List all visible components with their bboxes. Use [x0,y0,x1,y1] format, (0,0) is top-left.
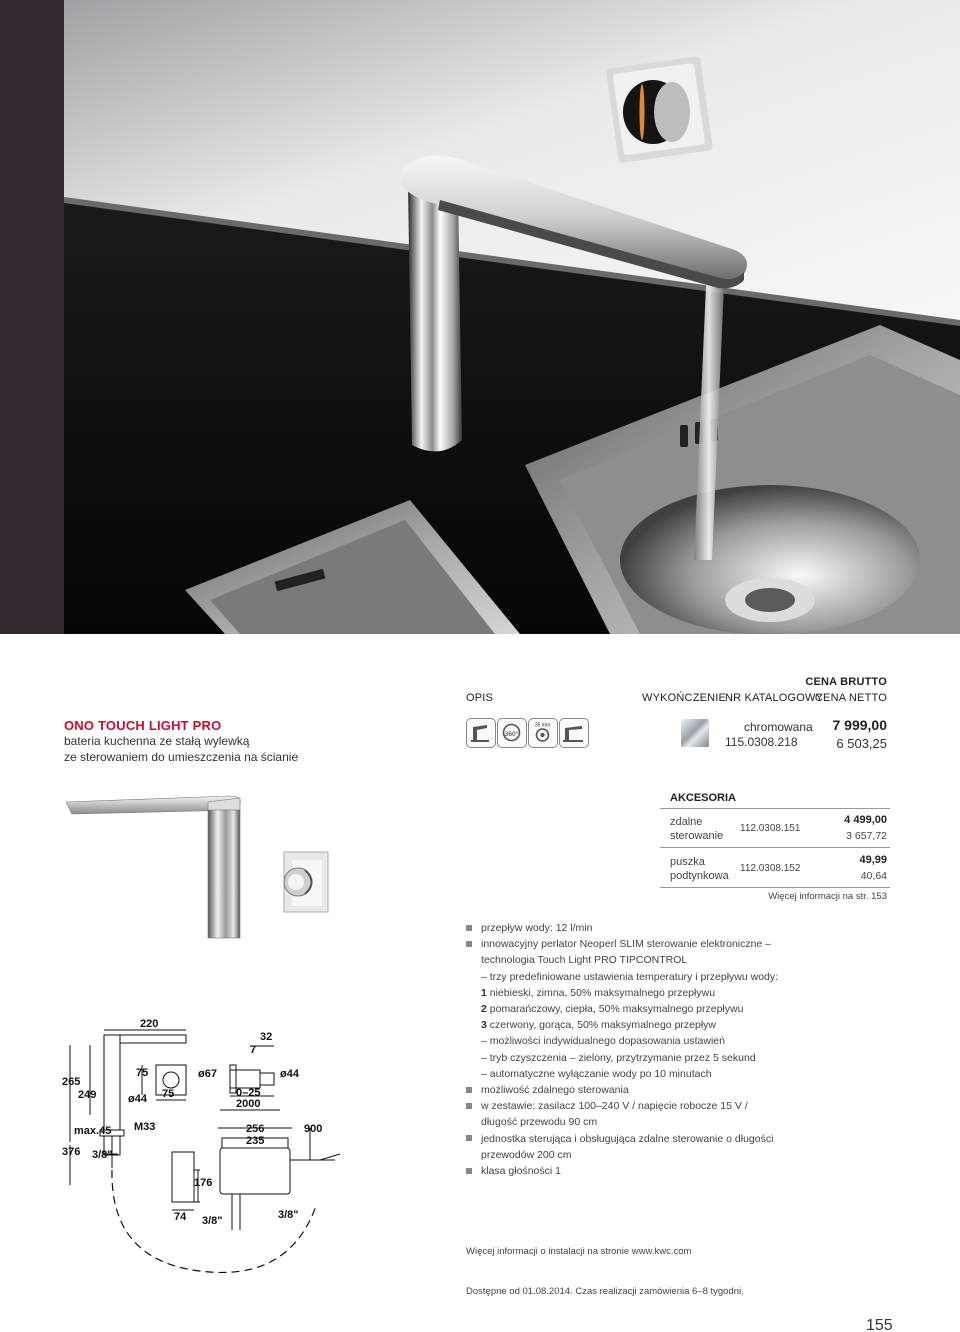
hero-photo [0,0,960,634]
feature-item-text: czerwony, gorąca, 50% maksymalnego przepływ [486,1019,716,1032]
feature-item-text: pomarańczowy, ciepła, 50% maksymalnego przepływu [486,1003,744,1016]
product-price-net: 6 503,25 [836,736,887,751]
feature-item-text: przepływ wody: 12 l/min [481,922,593,934]
product-finish: chromowana [744,720,813,734]
feature-item [466,1017,886,1033]
technical-dimension-drawing [60,1010,400,1290]
dim-o44-control: ø44 [280,1068,299,1080]
dim-38-unit-right: 3/8" [278,1209,299,1221]
feature-item-number: 2 [481,1003,487,1016]
dim-o67: ø67 [198,1068,217,1080]
dim-220: 220 [140,1018,159,1030]
dim-176: 176 [194,1177,213,1189]
feature-list [466,920,886,1179]
accessories-divider-2 [660,847,890,848]
feature-item [466,985,886,1001]
feature-item-text: jednostka sterująca i obsługująca zdalne sterowanie o długości [481,1132,774,1145]
mixer-lever-icon [466,718,496,748]
product-name: ONO TOUCH LIGHT PRO [64,718,222,733]
feature-item-text: klasa głośności 1 [481,1165,561,1178]
dim-75-horizontal: 75 [162,1088,175,1100]
product-price-gross: 7 999,00 [832,717,887,733]
header-catalog-no: NR KATALOGOWY [725,692,824,704]
feature-item-text: – trzy predefiniowane ustawienia temperatury i przepływu wody: [481,970,779,983]
accessory-2-label-line2: podtynkowa [670,870,729,882]
accessories-heading: AKCESORIA [670,792,737,804]
dim-m33: M33 [134,1121,156,1133]
dim-7: 7 [250,1044,257,1056]
feature-item-text: niebieski, zimna, 50% maksymalnego przepływu [486,986,716,999]
feature-item [466,1050,886,1066]
feature-item [466,1131,886,1147]
accessory-1-label-line1: zdalne [670,816,703,828]
install-info: Więcej informacji o instalacji na stronie www.kwc.com [466,1246,692,1257]
feature-item [466,969,886,985]
feature-item [466,1033,886,1049]
feature-item [466,1163,886,1179]
product-desc-line2: ze sterowaniem do umieszczenia na ścianie [64,750,299,764]
swivel-360-icon [497,718,527,748]
dim-235: 235 [246,1135,265,1147]
feature-item [466,920,886,936]
feature-item [466,1082,886,1098]
dim-38-unit-left: 3/8" [202,1215,223,1227]
feature-item [466,1098,886,1114]
feature-item-text: innowacyjny perlator Neoperl SLIM sterowanie elektroniczne – [481,938,772,951]
accessory-2-price-net: 40,64 [860,870,887,882]
accessory-1-label-line2: sterowanie [670,830,724,842]
header-finish: WYKOŃCZENIE [642,692,727,704]
product-catalog-no: 115.0308.218 [725,735,798,749]
feature-item-text: przewodów 200 cm [481,1148,572,1161]
dim-75-vertical: 75 [136,1067,149,1079]
product-desc-line1: bateria kuchenna ze stałą wylewką [64,734,250,748]
dim-74: 74 [174,1211,187,1223]
product-description [64,718,434,765]
feature-item-text: w zestawie: zasilacz 100–240 V / napięcie robocze 15 V / [481,1100,748,1113]
dim-249: 249 [78,1089,97,1101]
page-number: 155 [866,1317,893,1332]
feature-item-text: – możliwości indywidualnego dopasowania ustawień [481,1035,725,1048]
dim-max45: max.45 [74,1125,112,1137]
header-price-net: CENA NETTO [814,692,887,704]
dim-38-faucet: 3/8" [92,1149,113,1161]
accessory-1-price-net: 3 657,72 [846,830,887,842]
dim-900: 900 [304,1123,323,1135]
feature-item-text: technologia Touch Light PRO TIPCONTROL [481,954,688,967]
accessory-1-label [670,815,723,843]
faucet-product-render [60,790,350,940]
dim-32: 32 [260,1031,273,1043]
feature-item [466,1114,886,1130]
dim-0-25: 0–25 [236,1087,261,1099]
dim-o44-faucet: ø44 [128,1093,147,1105]
feature-item-text: – automatyczne wyłączanie wody po 10 minutach [481,1067,712,1080]
accessories-divider-3 [660,887,890,888]
feature-item-text: długość przewodu 90 cm [481,1116,598,1129]
feature-item [466,1066,886,1082]
chrome-finish-swatch [681,719,709,747]
swivel-360-label: 360° [504,731,519,738]
feature-item-number: 3 [481,1019,487,1032]
accessory-2-price-gross: 49,99 [859,854,887,866]
accessory-2-label [670,855,729,883]
feature-item [466,952,886,968]
accessory-1-price-gross: 4 499,00 [844,814,887,826]
feature-item [466,936,886,952]
dim-265: 265 [62,1076,81,1088]
availability-info: Dostępne od 01.08.2014. Czas realizacji zamówienia 6–8 tygodni. [466,1286,744,1297]
header-opis: OPIS [466,692,494,704]
dim-256: 256 [246,1123,265,1135]
accessories-divider-1 [660,808,890,809]
dim-2000: 2000 [236,1098,261,1110]
cartridge-35mm-label: 35 mm [534,722,551,729]
feature-item-text: możliwość zdalnego sterowania [481,1084,629,1097]
feature-item [466,1001,886,1017]
kitchen-faucet-photo [0,0,960,634]
header-price-gross: CENA BRUTTO [805,676,887,688]
feature-item-number: 1 [481,986,487,999]
accessory-1-catalog-no: 112.0308.151 [740,823,801,834]
spout-profile-icon [559,718,589,748]
accessories-more-info: Więcej informacji na str. 153 [768,891,887,902]
accessory-2-label-line1: puszka [670,856,705,868]
accessory-2-catalog-no: 112.0308.152 [740,863,801,874]
dim-376: 376 [62,1146,81,1158]
feature-item-text: – tryb czyszczenia – zielony, przytrzymanie przez 5 sekund [481,1051,756,1064]
cartridge-35mm-icon [528,718,558,748]
feature-item [466,1147,886,1163]
